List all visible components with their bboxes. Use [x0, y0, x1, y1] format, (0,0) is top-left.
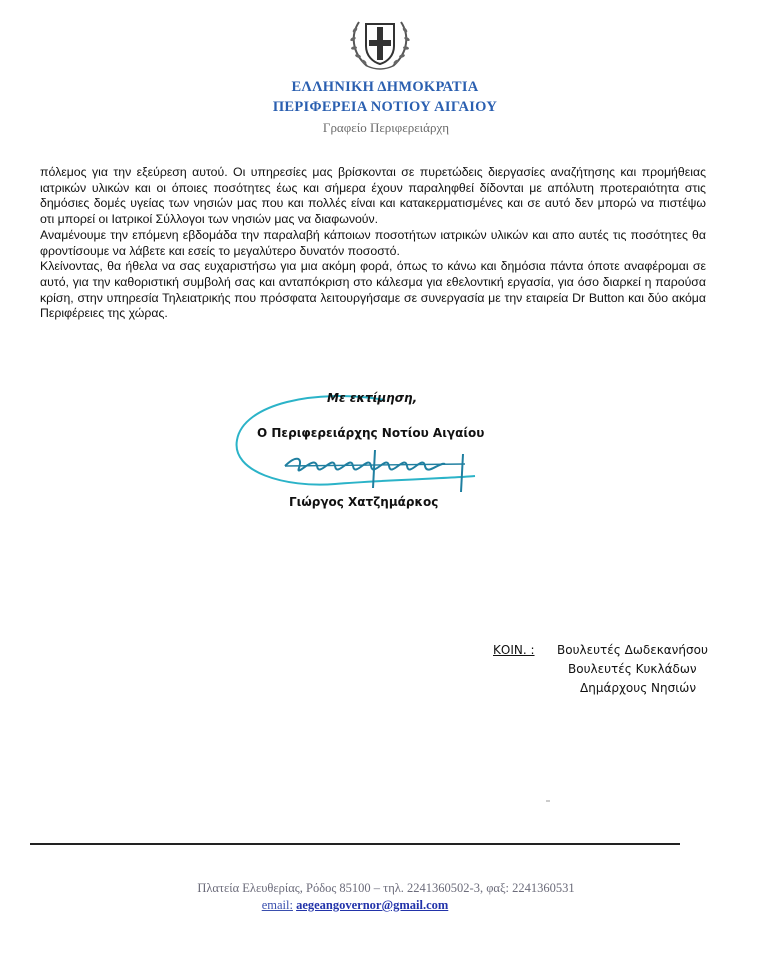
cc-recipient: Δημάρχους Νησιών — [580, 681, 697, 695]
body-paragraph: Κλείνοντας, θα ήθελα να σας ευχαριστήσω για μια ακόμη φορά, όπως το κάνω και δημόσια πάντα όποτε αναφέρομαι σε αυτό, για την καθοριστική συμβολή σας και ανταπόκριση στο κάλεσμα για εθελοντική εργασία, για όσο διαρκεί η παρούσα κρίση, στην υπηρεσία Τηλειατρικής που πρόσφατα λειτουργήσαμε σε συνεργασία με την εταιρεία Dr Button και δύο ακόμα Περιφέρειες της χώρας. — [40, 259, 706, 321]
letter-body — [40, 165, 706, 322]
footer-divider — [30, 843, 680, 845]
email-link[interactable]: aegeangovernor@gmail.com — [296, 898, 449, 912]
signature-greeting: Με εκτίμηση, — [327, 391, 418, 405]
body-paragraph: Αναμένουμε την επόμενη εβδομάδα την παραλαβή κάποιων ποσοτήτων ιατρικών υλικών και απο αυτές τις ποσότητες θα φροντίσουμε να λάβετε και εσείς το μεγαλύτερο δυνατόν ποσοστό. — [40, 227, 706, 258]
body-paragraph: πόλεμος για την εξεύρεση αυτού. Οι υπηρεσίες μας βρίσκονται σε πυρετώδεις διεργασίες αναζήτησης και προμήθειας ιατρικών υλικών και οι όποιες ποσότητες έως και σήμερα έχουν παραληφθεί δίδονται με απόλυτη προτεραιότητα στις δημόσιες δομές υγείας των νησιών μας που και πολλές είναι και κατακερματισμένες και σε αυτό δεν μπορώ να πιστέψω οτι μπορεί οι Ιατρικοί Σύλλογοι των νησιών μας να διαφωνούν. — [40, 165, 706, 227]
cc-recipient: Βουλευτές Δωδεκανήσου — [557, 643, 708, 657]
header-region: ΠΕΡΙΦΕΡΕΙΑ ΝΟΤΙΟΥ ΑΙΓΑΙΟΥ — [272, 99, 498, 115]
scan-speck — [546, 800, 550, 802]
greek-coat-of-arms-icon — [345, 12, 415, 74]
header-republic: ΕΛΛΗΝΙΚΗ ΔΗΜΟΚΡΑΤΙΑ — [291, 79, 479, 95]
email-label: email: — [261, 898, 293, 912]
footer-email-line — [0, 898, 740, 913]
footer-address: Πλατεία Ελευθερίας, Ρόδος 85100 – τηλ. 2241360502-3, φαξ: 2241360531 — [197, 881, 575, 895]
cc-recipient: Βουλευτές Κυκλάδων — [568, 662, 697, 676]
handwritten-signature — [225, 392, 485, 504]
signature-title: Ο Περιφερειάρχης Νοτίου Αιγαίου — [257, 426, 485, 440]
header-office: Γραφείο Περιφερειάρχη — [322, 120, 450, 135]
cc-label: ΚΟΙΝ. : — [493, 643, 535, 657]
signature-name: Γιώργος Χατζημάρκος — [289, 495, 439, 509]
